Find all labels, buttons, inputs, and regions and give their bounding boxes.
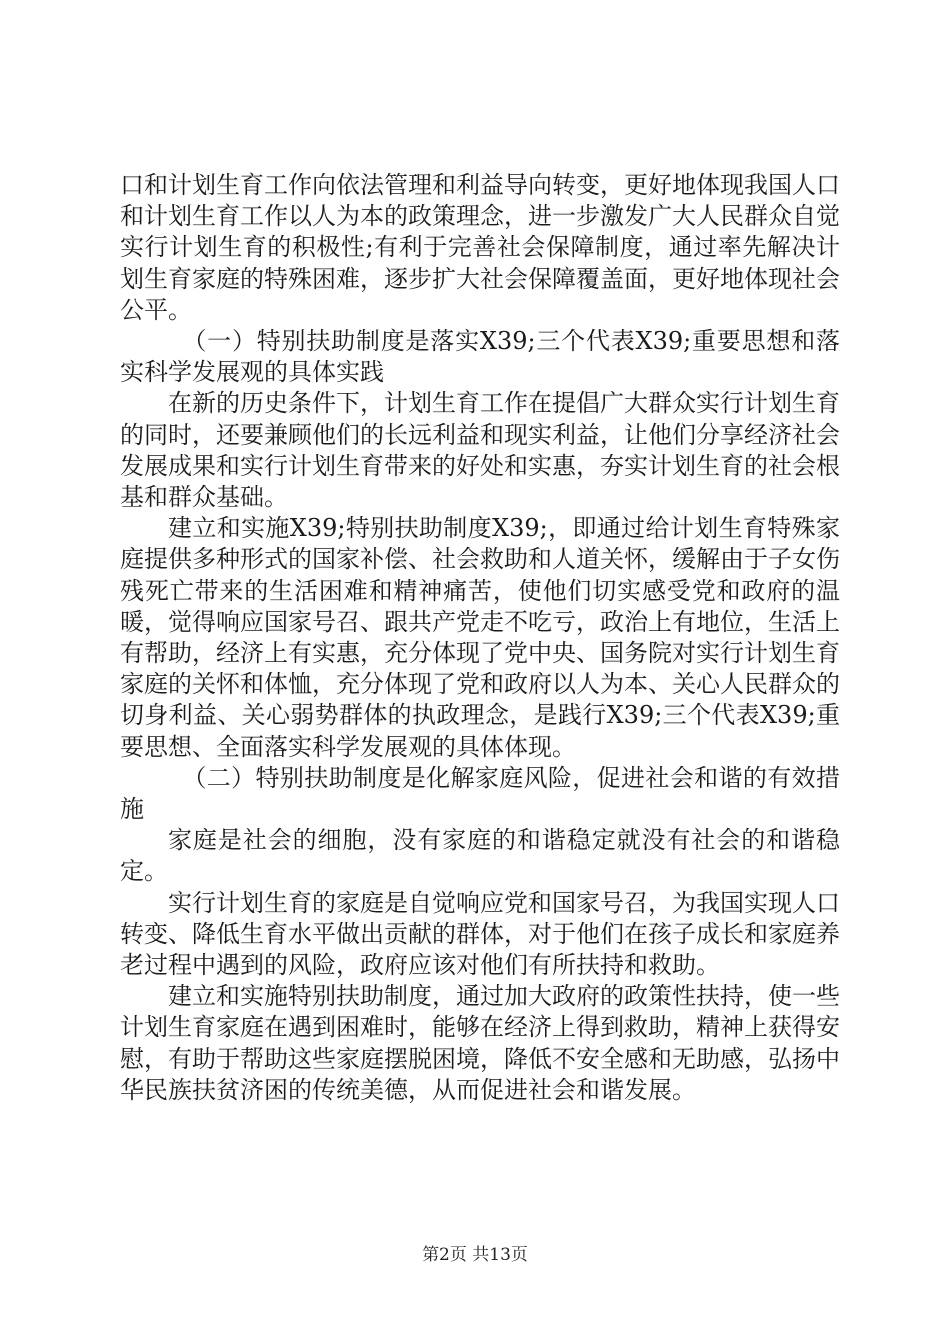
- body-paragraph: 家庭是社会的细胞，没有家庭的和谐稳定就没有社会的和谐稳定。: [120, 826, 840, 886]
- body-paragraph: 在新的历史条件下，计划生育工作在提倡广大群众实行计划生育的同时，还要兼顾他们的长远利益和现实利益，让他们分享经济社会发展成果和实行计划生育带来的好处和实惠，夯实计划生育的社会根基和群众基础。: [120, 389, 840, 512]
- document-body: [120, 170, 840, 1106]
- section-heading: （一）特别扶助制度是落实X39;三个代表X39;重要思想和落实科学发展观的具体实践: [120, 327, 840, 387]
- body-paragraph: 实行计划生育的家庭是自觉响应党和国家号召，为我国实现人口转变、降低生育水平做出贡献的群体，对于他们在孩子成长和家庭养老过程中遇到的风险，政府应该对他们有所扶持和救助。: [120, 888, 840, 980]
- body-paragraph: 建立和实施特别扶助制度，通过加大政府的政策性扶持，使一些计划生育家庭在遇到困难时，能够在经济上得到救助，精神上获得安慰，有助于帮助这些家庭摆脱困境，降低不安全感和无助感，弘扬中华民族扶贫济困的传统美德，从而促进社会和谐发展。: [120, 982, 840, 1104]
- page-number-footer: 第2页 共13页: [422, 1245, 528, 1265]
- body-paragraph: 建立和实施X39;特别扶助制度X39;，即通过给计划生育特殊家庭提供多种形式的国家补偿、社会救助和人道关怀，缓解由于子女伤残死亡带来的生活困难和精神痛苦，使他们切实感受党和政府的温暖，觉得响应国家号召、跟共产党走不吃亏，政治上有地位，生活上有帮助，经济上有实惠，充分体现了党中央、国务院对实行计划生育家庭的关怀和体恤，充分体现了党和政府以人为本、关心人民群众的切身利益、关心弱势群体的执政理念，是践行X39;三个代表X39;重要思想、全面落实科学发展观的具体体现。: [120, 514, 840, 761]
- section-heading: （二）特别扶助制度是化解家庭风险，促进社会和谐的有效措施: [120, 763, 840, 824]
- body-paragraph: 口和计划生育工作向依法管理和利益导向转变，更好地体现我国人口和计划生育工作以人为本的政策理念，进一步激发广大人民群众自觉实行计划生育的积极性;有利于完善社会保障制度，通过率先解决计划生育家庭的特殊困难，逐步扩大社会保障覆盖面，更好地体现社会公平。: [120, 171, 840, 324]
